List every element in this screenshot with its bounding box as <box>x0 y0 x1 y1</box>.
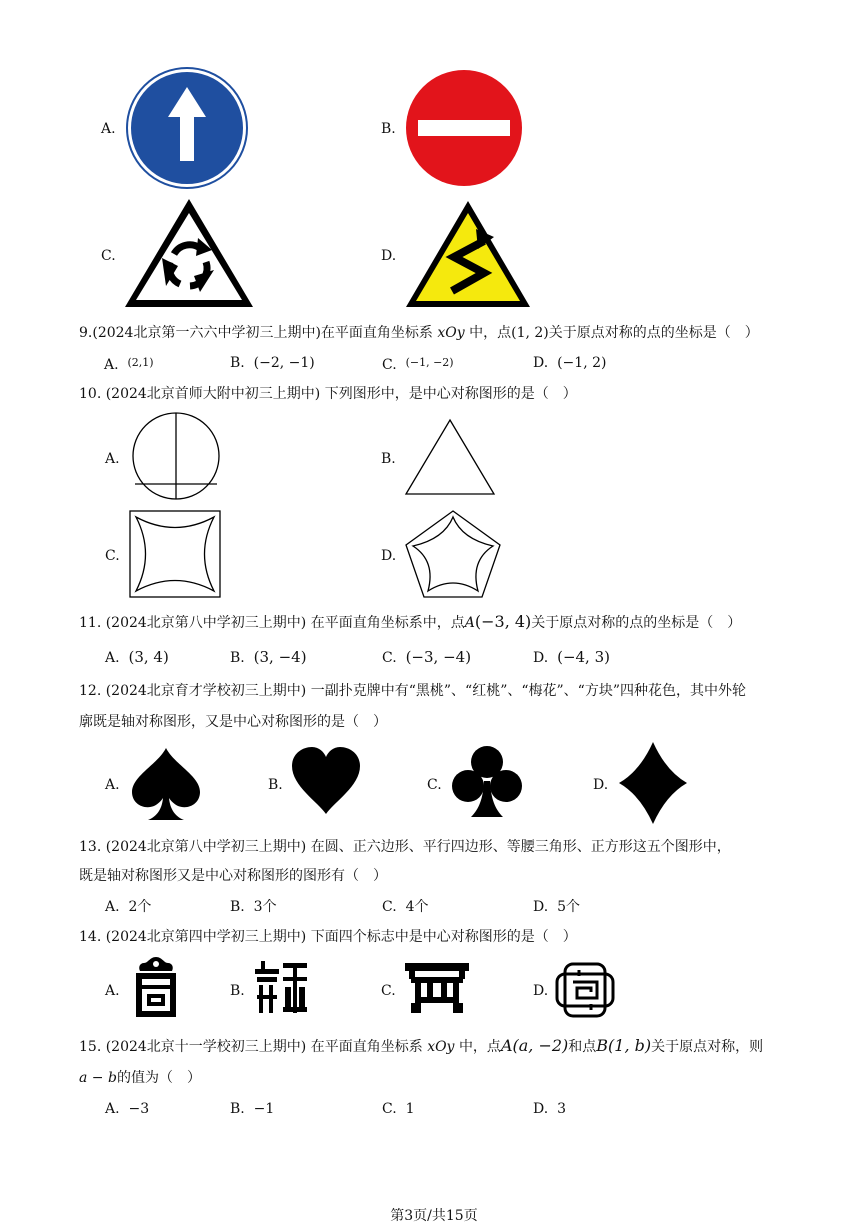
q9-option-d[interactable]: D. (−1, 2) <box>533 355 607 371</box>
q14-stem <box>79 927 577 947</box>
q9-text-mid: 中，点 <box>469 325 512 341</box>
q10-option-a-letter: A. <box>105 451 120 467</box>
q8-option-a-letter: A. <box>101 121 116 137</box>
q15-text-and: 和点 <box>568 1039 597 1055</box>
triangle-icon <box>404 418 496 496</box>
q11-source: (2024北京第八中学初三上期中) <box>105 615 307 631</box>
q10-stem <box>79 384 577 404</box>
q11-option-d[interactable]: D. (−4, 3) <box>533 648 610 666</box>
q9-text-after: 关于原点对称的点的坐标是（ ） <box>548 325 759 341</box>
q9-var: xOy <box>437 325 465 341</box>
q15-point-a: A(a, −2) <box>500 1036 569 1055</box>
q13-option-d[interactable]: D. 5个 <box>533 899 581 915</box>
q9-source: (2024北京第一六六中学初三上期中) <box>92 325 321 341</box>
club-icon <box>451 745 523 819</box>
q10-option-c-letter: C. <box>105 548 120 564</box>
q10-text: 下列图形中，是中心对称图形的是（ ） <box>324 386 577 402</box>
winding-road-warning-sign-icon <box>404 199 532 309</box>
calligraphy-logo-icon <box>253 959 311 1017</box>
q14-source: (2024北京第四中学初三上期中) <box>105 929 307 945</box>
q13-line1: 在圆、正六边形、平行四边形、等腰三角形、正方形这五个图形中， <box>310 839 731 855</box>
q10-option-b-letter: B. <box>381 451 396 467</box>
q11-option-c[interactable]: C. (−3, −4) <box>382 648 472 666</box>
no-entry-sign-icon <box>404 69 524 187</box>
q12-stem-line2: 廓既是轴对称图形，又是中心对称图形的是（ ） <box>79 714 387 730</box>
q8-option-b-letter: B. <box>381 121 396 137</box>
q12-source: (2024北京育才学校初三上期中) <box>105 683 307 699</box>
q15-stem-line1 <box>79 1036 763 1057</box>
q15-point-b: B(1, b) <box>596 1036 652 1055</box>
q10-number: 10. <box>79 386 102 402</box>
q15-option-a[interactable]: A. −3 <box>105 1101 150 1117</box>
q11-point-name: A <box>464 615 475 631</box>
q15-option-d[interactable]: D. 3 <box>533 1101 567 1117</box>
q15-expression: a − b <box>79 1070 117 1086</box>
q14-option-b-letter: B. <box>230 983 245 999</box>
q8-option-d-letter: D. <box>381 248 397 264</box>
q13-source: (2024北京第八中学初三上期中) <box>105 839 307 855</box>
q9-option-a[interactable]: A. $^{(2,1)}$ <box>104 356 154 373</box>
q11-option-b[interactable]: B. (3, −4) <box>230 648 307 666</box>
q13-option-b[interactable]: B. 3个 <box>230 899 277 915</box>
blue-up-arrow-sign-icon <box>125 67 249 189</box>
q11-option-a[interactable]: A. (3, 4) <box>105 648 169 666</box>
q11-text: 在平面直角坐标系中，点 <box>310 615 465 631</box>
q15-option-c[interactable]: C. 1 <box>382 1101 415 1117</box>
q9-option-b[interactable]: B. (−2, −1) <box>230 355 315 371</box>
q8-option-c-letter: C. <box>101 248 116 264</box>
q12-stem-line1 <box>79 681 746 701</box>
q11-text-after: 关于原点对称的点的坐标是（ ） <box>531 615 742 631</box>
q15-text-after: 关于原点对称，则 <box>651 1039 764 1055</box>
diamond-icon <box>618 741 688 825</box>
q13-number: 13. <box>79 839 102 855</box>
q13-option-a[interactable]: A. 2个 <box>105 899 152 915</box>
ornate-seal-logo-icon <box>130 955 182 1019</box>
q11-number: 11. <box>79 615 102 631</box>
q12-option-b-letter: B. <box>268 777 283 793</box>
roundabout-warning-sign-icon <box>122 196 256 310</box>
spiral-knot-logo-icon <box>555 962 615 1018</box>
q9-stem <box>79 323 759 343</box>
q13-option-c[interactable]: C. 4个 <box>382 899 429 915</box>
square-with-arcs-icon <box>129 510 221 598</box>
circle-with-lines-icon <box>130 413 222 501</box>
q12-line1: 一副扑克牌中有“黑桃”、“红桃”、“梅花”、“方块”四种花色，其中外轮 <box>310 683 746 699</box>
q10-source: (2024北京首师大附中初三上期中) <box>105 386 321 402</box>
q14-option-c-letter: C. <box>381 983 396 999</box>
q12-option-a-letter: A. <box>105 777 120 793</box>
q11-point: (−3, 4) <box>474 612 532 631</box>
q9-point: (1, 2) <box>511 325 549 341</box>
q14-option-d-letter: D. <box>533 983 549 999</box>
q13-stem-line1 <box>79 837 731 857</box>
q9-text: 在平面直角坐标系 <box>320 325 433 341</box>
q12-option-c-letter: C. <box>427 777 442 793</box>
q9-number: 9. <box>79 325 93 341</box>
q12-number: 12. <box>79 683 102 699</box>
q14-number: 14. <box>79 929 102 945</box>
q13-stem-line2: 既是轴对称图形又是中心对称图形的图形有（ ） <box>79 868 387 884</box>
q14-text: 下面四个标志中是中心对称图形的是（ ） <box>310 929 577 945</box>
q15-number: 15. <box>79 1039 102 1055</box>
q15-text-mid: 中，点 <box>458 1039 501 1055</box>
q14-option-a-letter: A. <box>105 983 120 999</box>
q10-option-d-letter: D. <box>381 548 397 564</box>
q12-option-d-letter: D. <box>593 777 609 793</box>
spade-icon <box>130 746 202 822</box>
heart-icon <box>290 746 362 816</box>
q15-option-b[interactable]: B. −1 <box>230 1101 275 1117</box>
pentagon-with-arcs-icon <box>404 509 502 599</box>
q15-var: xOy <box>427 1039 455 1055</box>
q15-source: (2024北京十一学校初三上期中) <box>105 1039 307 1055</box>
q15-line2-text: 的值为（ ） <box>116 1070 201 1086</box>
q15-stem-line2 <box>79 1068 201 1088</box>
q15-text: 在平面直角坐标系 <box>310 1039 423 1055</box>
ding-vessel-logo-icon <box>405 961 469 1015</box>
page-footer: 第3页/共15页 <box>390 1208 478 1224</box>
q9-option-c[interactable]: C. $^{(-1, -2)}$ <box>382 356 454 373</box>
q11-stem <box>79 612 741 633</box>
